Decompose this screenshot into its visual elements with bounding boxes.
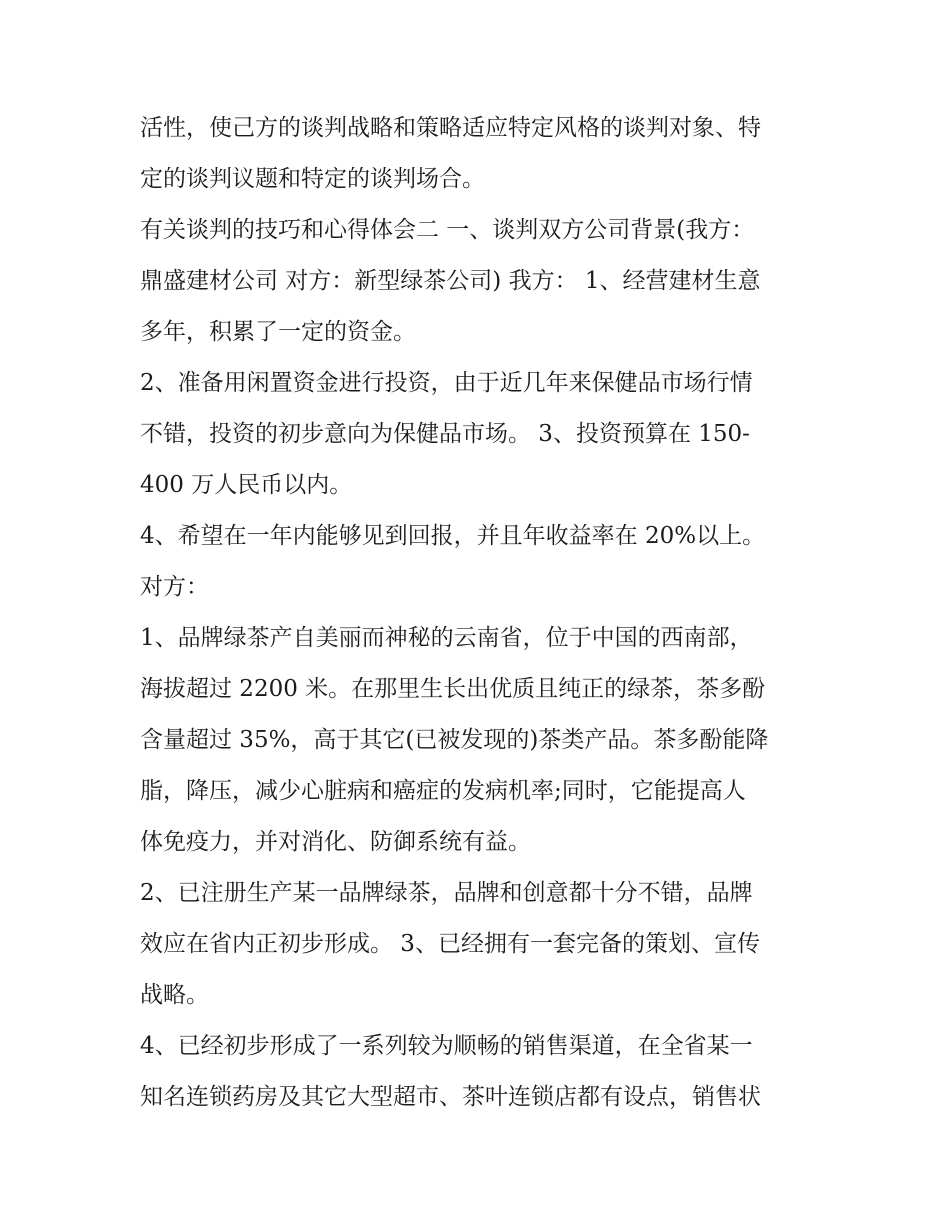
text-line: 2、已注册生产某一品牌绿茶，品牌和创意都十分不错，品牌 xyxy=(140,880,753,906)
document-body xyxy=(140,103,820,1123)
text-line: 战略。 xyxy=(140,982,209,1008)
text-line: 体免疫力，并对消化、防御系统有益。 xyxy=(140,829,531,855)
text-line: 400 万人民币以内。 xyxy=(140,472,353,498)
text-line: 对方： xyxy=(140,574,209,600)
text-line: 不错，投资的初步意向为保健品市场。 3、投资预算在 150- xyxy=(140,421,750,447)
text-line: 2、准备用闲置资金进行投资，由于近几年来保健品市场行情 xyxy=(140,370,753,396)
text-line: 知名连锁药房及其它大型超市、茶叶连锁店都有设点，销售状 xyxy=(140,1084,761,1110)
text-line: 脂，降压，减少心脏病和癌症的发病机率;同时，它能提高人 xyxy=(140,778,746,804)
text-line: 鼎盛建材公司 对方：新型绿茶公司) 我方： 1、经营建材生意 xyxy=(140,268,761,294)
text-line: 效应在省内正初步形成。 3、已经拥有一套完备的策划、宣传 xyxy=(140,931,760,957)
text-line: 4、已经初步形成了一系列较为顺畅的销售渠道，在全省某一 xyxy=(140,1033,753,1059)
text-line: 多年，积累了一定的资金。 xyxy=(140,319,416,345)
text-line: 海拔超过 2200 米。在那里生长出优质且纯正的绿茶，茶多酚 xyxy=(140,676,766,702)
text-line: 1、品牌绿茶产自美丽而神秘的云南省，位于中国的西南部， xyxy=(140,625,753,651)
text-line: 含量超过 35%，高于其它(已被发现的)茶类产品。茶多酚能降 xyxy=(140,727,769,753)
text-line: 定的谈判议题和特定的谈判场合。 xyxy=(140,166,485,192)
text-line: 4、希望在一年内能够见到回报，并且年收益率在 20%以上。 xyxy=(140,523,766,549)
text-line: 有关谈判的技巧和心得体会二 一、谈判双方公司背景(我方： xyxy=(140,217,755,243)
text-line: 活性，使己方的谈判战略和策略适应特定风格的谈判对象、特 xyxy=(140,115,761,141)
